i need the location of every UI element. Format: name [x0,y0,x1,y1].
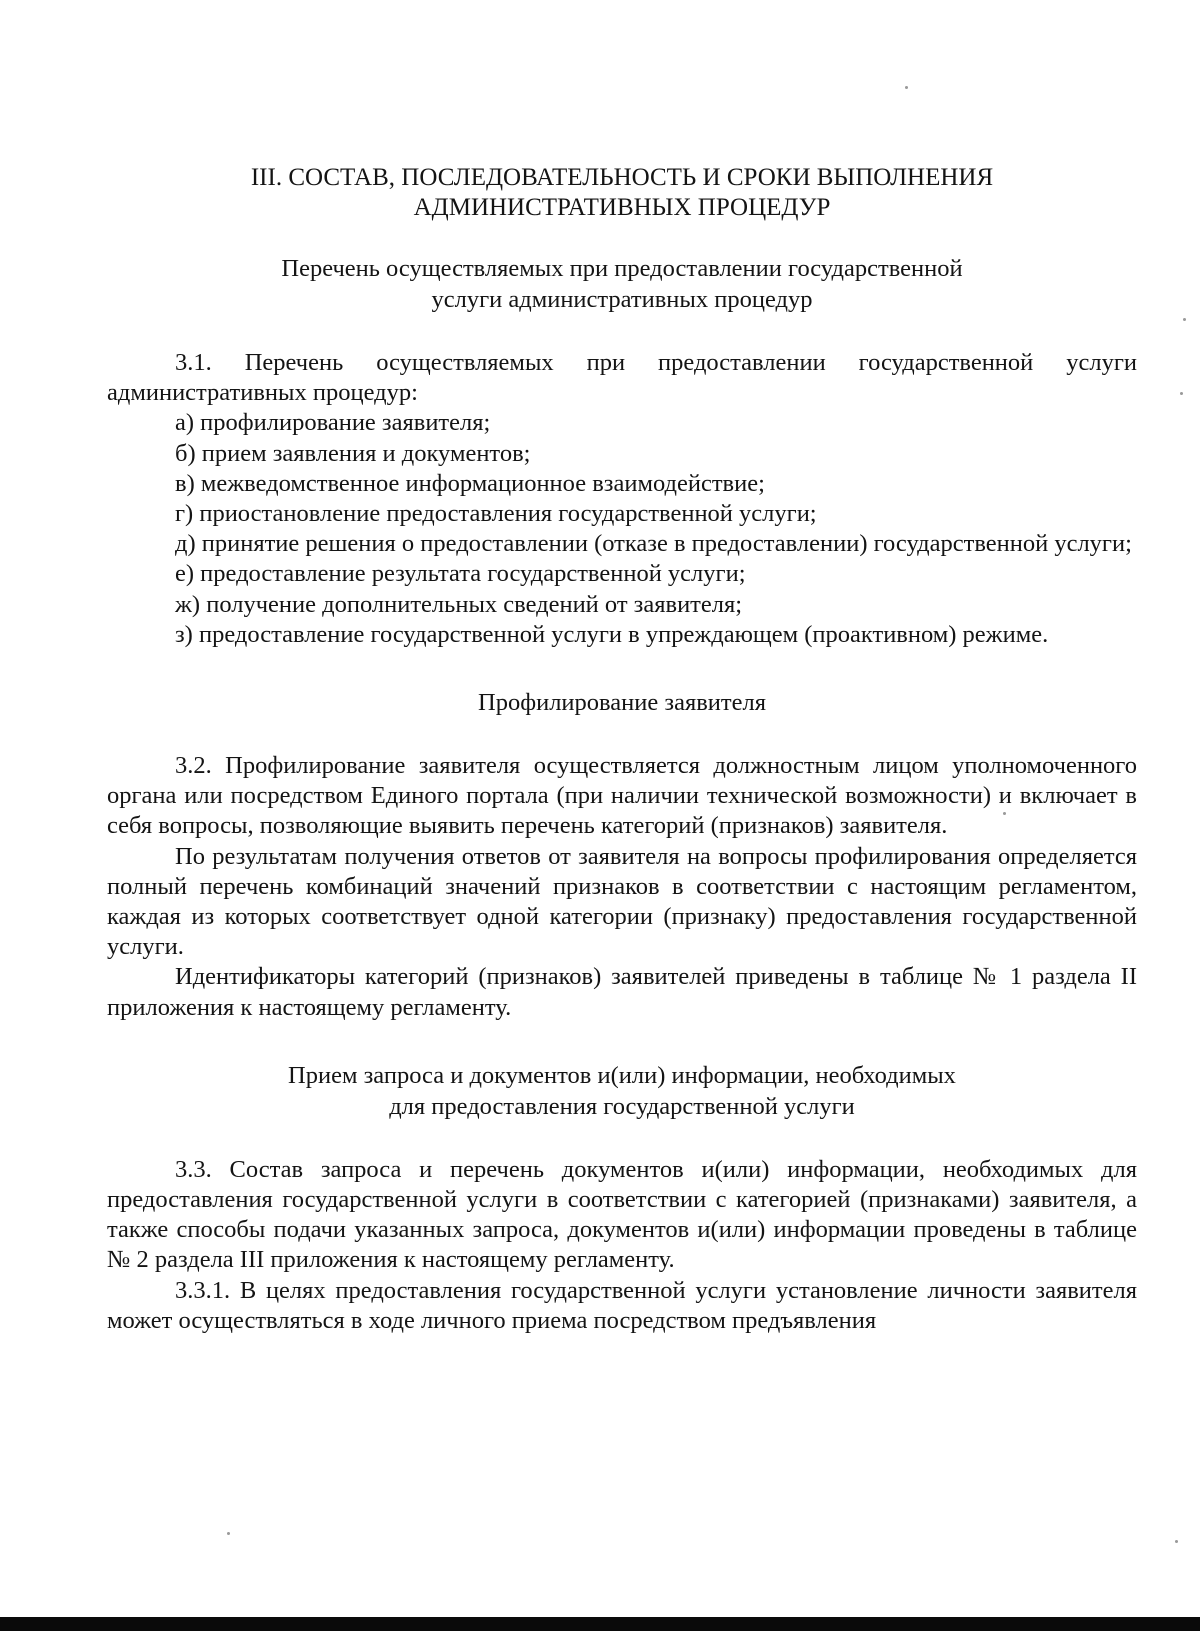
scan-speck [1175,1540,1178,1543]
section-title-line-1: III. СОСТАВ, ПОСЛЕДОВАТЕЛЬНОСТЬ И СРОКИ ВЫПОЛНЕНИЯ [250,164,994,191]
scan-edge [0,1617,1200,1631]
list-item: б) прием заявления и документов; [175,439,531,467]
list-item: г) приостановление предоставления государственной услуги; [175,500,817,528]
scan-speck [1003,812,1006,815]
scan-speck [1180,392,1183,395]
subheading-profiling [107,687,1137,718]
paragraph-3-2-identifiers: Идентификаторы категорий (признаков) заявителей приведены в таблице № 1 раздела II приложения к настоящему регламенту. [107,963,1137,1021]
scan-speck [227,1532,230,1535]
list-item: д) принятие решения о предоставлении (отказе в предоставлении) государственной услуги; [175,530,1132,558]
subheading-procedures-list-line-1: Перечень осуществляемых при предоставлении государственной [281,255,963,282]
subheading-profiling-line: Профилирование заявителя [478,689,766,717]
document-body [107,163,1137,1336]
paragraph-3-3: 3.3. Состав запроса и перечень документов и(или) информации, необходимых для предоставления государственной услуги в соответствии с категорией (признаками) заявителя, а также способы подачи указанных запроса, документов и(или) информации проведены в таблице № 2 раздела III приложения к настоящему регламенту. [107,1155,1137,1274]
paragraph-3-1: 3.1. Перечень осуществляемых при предоставлении государственной услуги административных процедур: [107,349,1137,407]
paragraph-3-3-1: 3.3.1. В целях предоставления государственной услуги установление личности заявителя может осуществляться в ходе личного приема посредством предъявления [107,1276,1137,1334]
section-title [107,163,1137,223]
scan-speck [1183,318,1186,321]
scan-speck [905,86,908,89]
list-item: е) предоставление результата государственной услуги; [175,560,746,588]
list-item: з) предоставление государственной услуги в упреждающем (проактивном) режиме. [175,620,1049,648]
paragraph-3-2-results: По результатам получения ответов от заявителя на вопросы профилирования определяется полный перечень комбинаций значений признаков в соответствии с настоящим регламентом, каждая из которых соответствует одной категории (признаку) предоставления государственной услуги. [107,842,1137,961]
paragraph-3-2: 3.2. Профилирование заявителя осуществляется должностным лицом уполномоченного органа или посредством Единого портала (при наличии технической возможности) и включает в себя вопросы, позволяющие выявить перечень категорий (признаков) заявителя. [107,752,1137,840]
subheading-request-reception [107,1060,1137,1122]
subheading-procedures-list-line-2: услуги административных процедур [431,286,813,313]
subheading-procedures-list [107,253,1137,315]
subheading-request-reception-line-1: Прием запроса и документов и(или) информации, необходимых [288,1061,956,1089]
list-item: ж) получение дополнительных сведений от заявителя; [175,590,743,618]
list-item: а) профилирование заявителя; [175,409,491,437]
section-title-line-2: АДМИНИСТРАТИВНЫХ ПРОЦЕДУР [413,194,831,221]
list-item: в) межведомственное информационное взаимодействие; [175,469,765,497]
subheading-request-reception-line-2: для предоставления государственной услуги [389,1092,855,1120]
